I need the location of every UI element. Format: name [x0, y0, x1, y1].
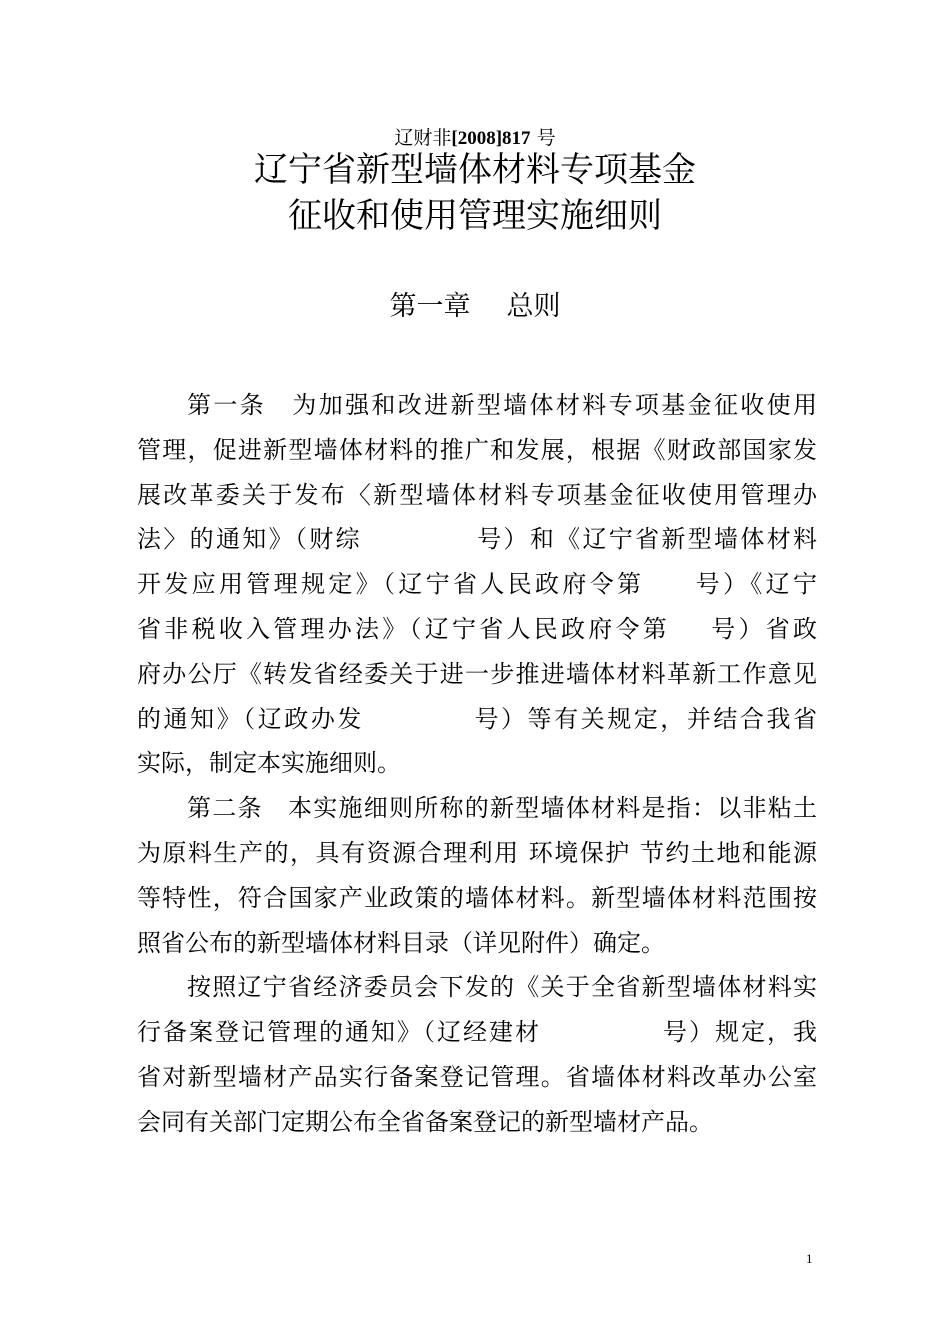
text-segment: 法〉的通知》（财综	[137, 525, 362, 554]
article-1-line	[137, 697, 817, 742]
chapter-number: 第一章	[389, 291, 471, 322]
text-segment: 号）省政	[708, 614, 817, 643]
text-segment: 的通知》（辽政办发	[137, 704, 364, 733]
text-segment: 行备案登记管理的通知》（辽经建材	[137, 1018, 541, 1047]
article-1-line	[137, 517, 817, 562]
article-1-line: 第一条 为加强和改进新型墙体材料专项基金征收使用	[187, 391, 817, 419]
text-segment: 号）《辽宁	[692, 570, 818, 599]
document-title-line-1: 辽宁省新型墙体材料专项基金	[254, 150, 696, 190]
document-body	[137, 383, 817, 1145]
article-1-line: 管理，促进新型墙体材料的推广和发展，根据《财政部国家发	[137, 435, 817, 464]
document-title-line-2: 征收和使用管理实施细则	[288, 196, 662, 236]
article-2-line: 第二条 本实施细则所称的新型墙体材料是指：以非粘土	[187, 794, 817, 823]
chapter-heading	[0, 289, 950, 325]
text-segment: 号）和《辽宁省新型墙体材料	[474, 525, 818, 554]
paragraph-line: 省对新型墙材产品实行备案登记管理。省墙体材料改革办公室	[137, 1062, 817, 1091]
text-segment: 号）等有关规定，并结合我省	[471, 704, 818, 733]
article-1-line	[137, 607, 817, 652]
document-number-code: [2008]817	[451, 128, 531, 149]
article-2-line: 为原料生产的，具有资源合理利用 环境保护 节约土地和能源	[137, 838, 817, 867]
document-number	[0, 126, 950, 151]
article-2-line: 等特性，符合国家产业政策的墙体材料。新型墙体材料范围按	[137, 883, 817, 912]
document-number-suffix: 号	[530, 127, 556, 149]
paragraph-line	[137, 1010, 817, 1055]
text-segment: 开发应用管理规定》（辽宁省人民政府令第	[137, 570, 645, 599]
article-1-line: 实际，制定本实施细则。	[137, 749, 401, 778]
article-1-line: 府办公厅《转发省经委关于进一步推进墙体材料革新工作意见	[137, 659, 817, 688]
paragraph-line: 会同有关部门定期公布全省备案登记的新型墙材产品。	[137, 1107, 713, 1136]
article-1-line	[137, 562, 817, 607]
document-number-prefix: 辽财非	[394, 127, 452, 149]
paragraph-line: 按照辽宁省经济委员会下发的《关于全省新型墙体材料实	[187, 973, 817, 1002]
article-1-line: 展改革委关于发布〈新型墙体材料专项基金征收使用管理办	[137, 480, 817, 509]
article-2-line: 照省公布的新型墙体材料目录（详见附件）确定。	[137, 928, 665, 957]
chapter-name: 总则	[506, 291, 561, 322]
page-number: 1	[806, 1251, 813, 1266]
text-segment: 省非税收入管理办法》（辽宁省人民政府令第	[137, 614, 670, 643]
text-segment: 号）规定，我	[661, 1018, 817, 1047]
